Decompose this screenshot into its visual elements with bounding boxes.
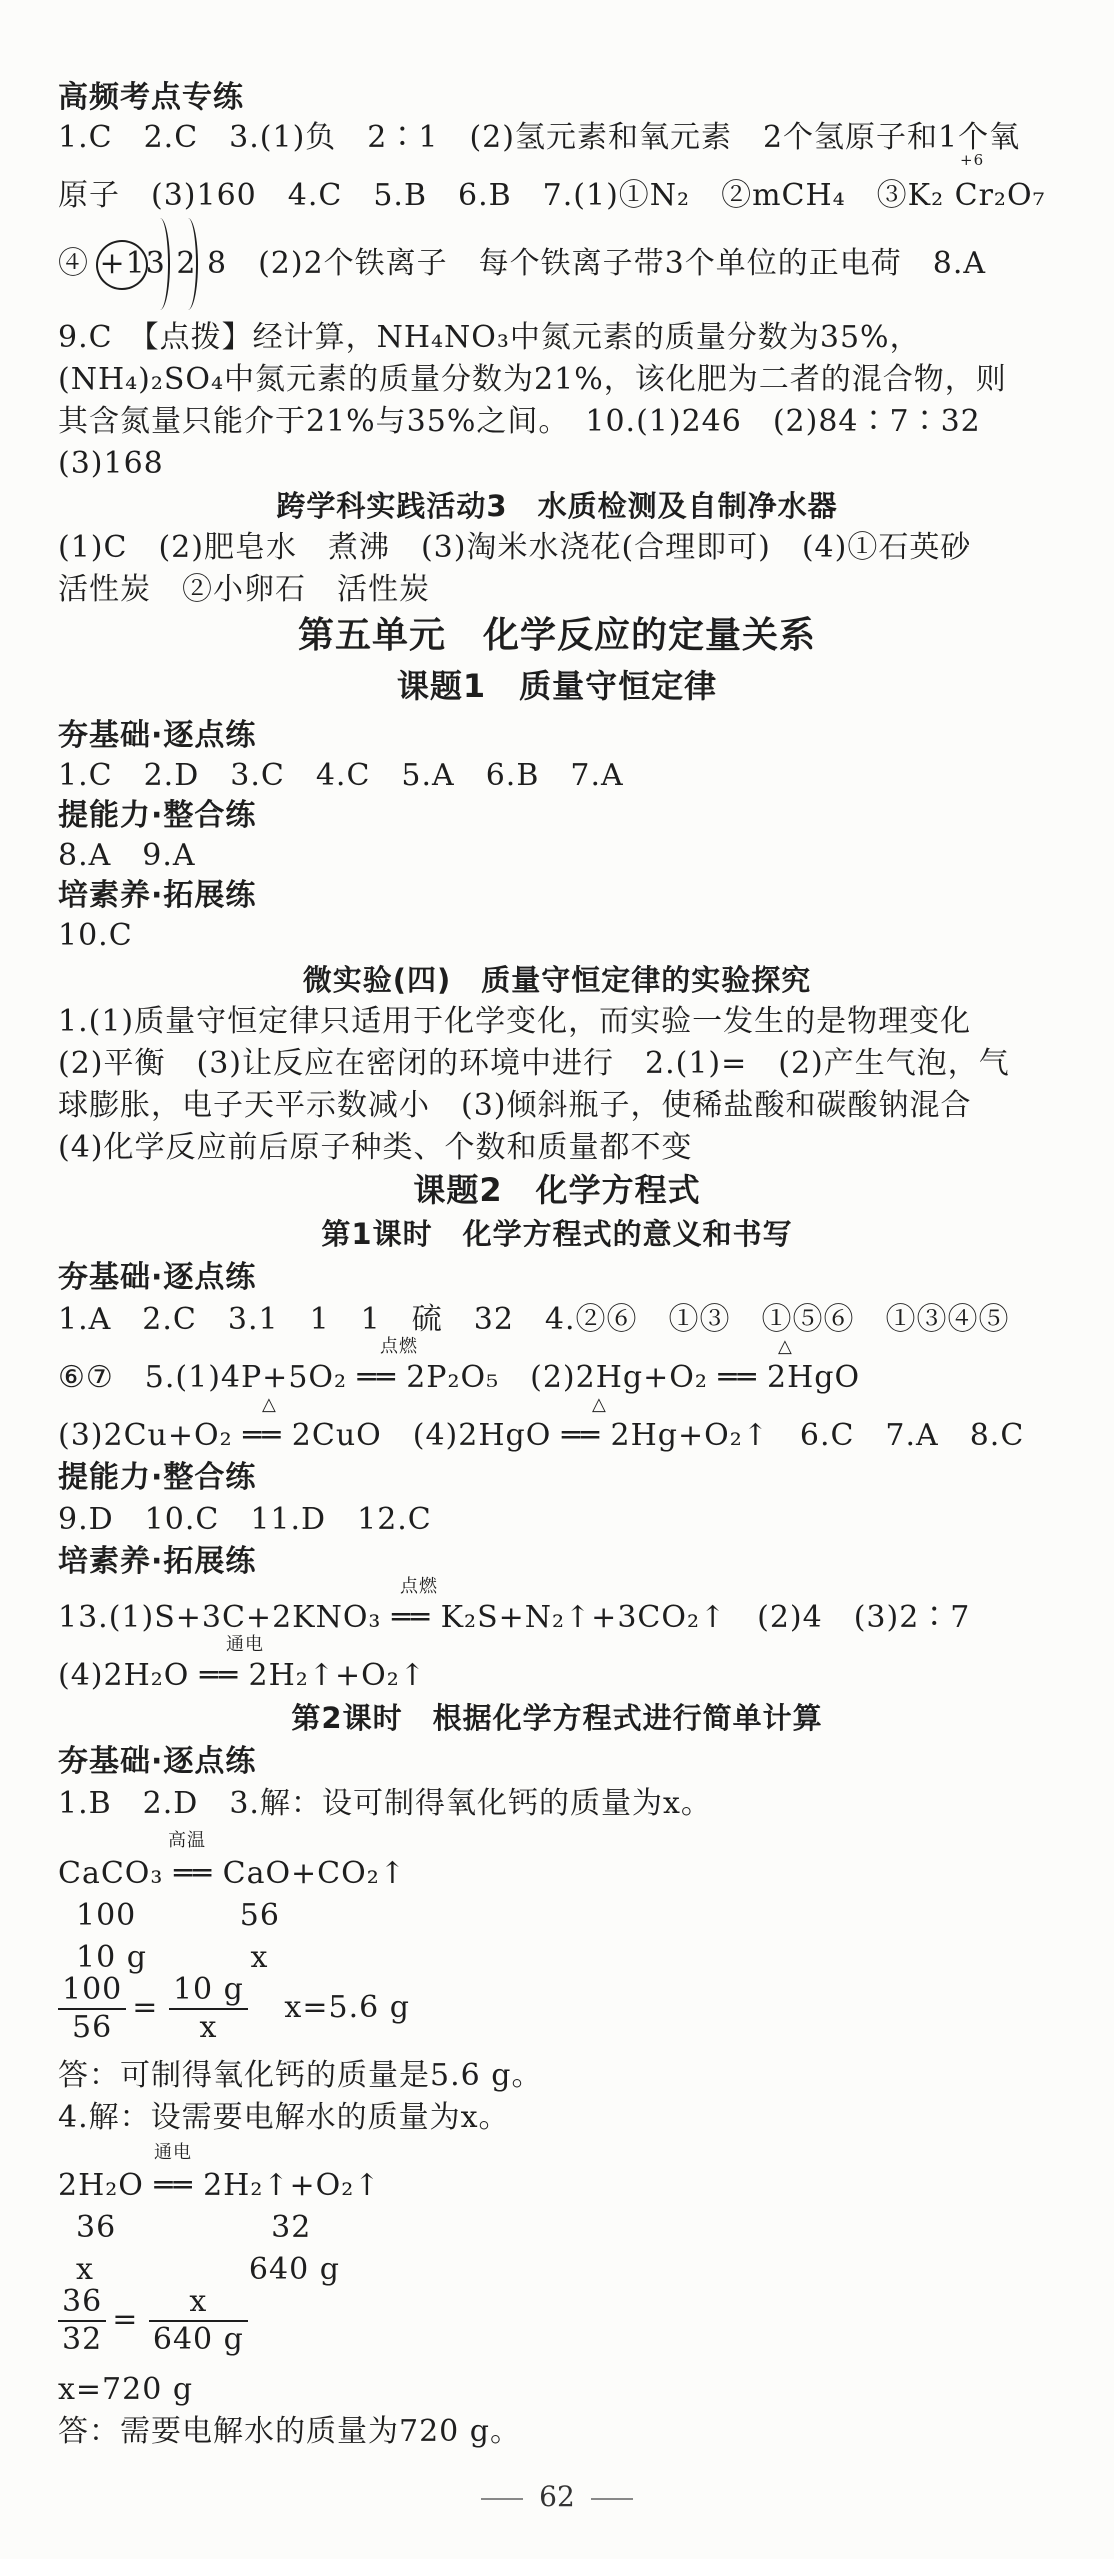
calc-line: 100 56: [76, 1898, 280, 1933]
dash-right: [591, 2498, 633, 2500]
answer-line: 答：可制得氧化钙的质量是5.6 g。: [58, 2058, 543, 2093]
fraction: [58, 2284, 106, 2358]
answer-line: (3)168: [58, 446, 164, 481]
experiment-heading: 微实验(四) 质量守恒定律的实验探究: [302, 963, 812, 997]
reaction-condition: △: [778, 1336, 793, 1357]
equation-line: 2H₂O ══ 2H₂↑+O₂↑: [58, 2168, 381, 2203]
equation-line: 13.(1)S+3C+2KNO₃ ══ K₂S+N₂↑+3CO₂↑ (2)4 (3)2∶7: [58, 1600, 971, 1635]
equation-line: CaCO₃ ══ CaO+CO₂↑: [58, 1856, 406, 1891]
answer-line: 球膨胀，电子天平示数减小 (3)倾斜瓶子，使稀盐酸和碳酸钠混合: [58, 1088, 972, 1123]
answer-line: (NH₄)₂SO₄中氮元素的质量分数为21%，该化肥为二者的混合物，则: [58, 362, 1007, 397]
activity-heading: 跨学科实践活动3 水质检测及自制净水器: [276, 489, 838, 523]
calc-line: 36 32: [76, 2210, 312, 2245]
page-number-text: 62: [539, 2480, 575, 2513]
answer-line: 9.D 10.C 11.D 12.C: [58, 1502, 432, 1537]
electron-shell-arc: [178, 218, 198, 310]
equation-line: ⑥⑦ 5.(1)4P+5O₂ ══ 2P₂O₅ (2)2Hg+O₂ ══ 2HgO: [58, 1360, 861, 1395]
equation-line: (3)2Cu+O₂ ══ 2CuO (4)2HgO ══ 2Hg+O₂↑ 6.C 7.A 8.C: [58, 1418, 1025, 1453]
answer-line: (4)化学反应前后原子种类、个数和质量都不变: [58, 1130, 693, 1165]
reaction-condition: 通电: [154, 2142, 192, 2163]
fraction: [169, 1972, 248, 2046]
answer-line: x=720 g: [58, 2372, 194, 2407]
denominator: 640 g: [152, 2322, 244, 2357]
answer-line: 1.(1)质量守恒定律只适用于化学变化，而实验一发生的是物理变化: [58, 1004, 972, 1039]
valence-mark: +6: [960, 151, 985, 169]
answer-line: 1.A 2.C 3.1 1 1 硫 32 4.②⑥ ①③ ①⑤⑥ ①③④⑤: [58, 1302, 1010, 1337]
answer-line: ④ +13 2 8 (2)2个铁离子 每个铁离子带3个单位的正电荷 8.A: [58, 246, 987, 281]
exercise-heading: 夯基础·逐点练: [58, 1744, 257, 1779]
answer-line: (1)C (2)肥皂水 煮沸 (3)淘米水浇花(合理即可) (4)①石英砂: [58, 530, 972, 565]
equation-line: (4)2H₂O ══ 2H₂↑+O₂↑: [58, 1658, 426, 1693]
reaction-condition: 通电: [226, 1634, 264, 1655]
answer-line: 8.A 9.A: [58, 838, 196, 873]
answer-line: 1.B 2.D 3.解：设可制得氧化钙的质量为x。: [58, 1786, 712, 1821]
reaction-condition: △: [262, 1394, 277, 1415]
answer-line: 9.C 【点拨】经计算，NH₄NO₃中氮元素的质量分数为35%，: [58, 320, 921, 355]
calc-line: 10 g x: [76, 1940, 269, 1975]
numerator: x: [149, 2284, 248, 2322]
numerator: 100: [58, 1972, 126, 2010]
section-heading: 高频考点专练: [58, 80, 244, 115]
numerator: 10 g: [169, 1972, 248, 2010]
answer-line: 原子 (3)160 4.C 5.B 6.B 7.(1)①N₂ ②mCH₄ ③K₂ Cr₂O₇: [58, 178, 1046, 213]
reaction-condition: △: [592, 1394, 607, 1415]
electron-shell-arc: [150, 218, 170, 310]
page-number: [0, 2480, 1114, 2513]
calc-line: x 640 g: [76, 2252, 340, 2287]
denominator: 56: [72, 2010, 113, 2045]
fraction: [149, 2284, 248, 2358]
answer-line: 答：需要电解水的质量为720 g。: [58, 2414, 522, 2449]
exercise-heading: 培素养·拓展练: [58, 878, 257, 913]
lesson-title: 第1课时 化学方程式的意义和书写: [321, 1217, 793, 1251]
fraction: [58, 1972, 126, 2046]
topic-title: 课题1 质量守恒定律: [396, 667, 718, 705]
exercise-heading: 夯基础·逐点练: [58, 1260, 257, 1295]
proportion-line: $\frac{100}{56}$ = $\frac{10 g}{x}$ x=5.6 g: [58, 1972, 1074, 2052]
unit-title: 第五单元 化学反应的定量关系: [297, 615, 816, 656]
result: x=5.6 g: [284, 1990, 410, 2025]
exercise-heading: 提能力·整合练: [58, 1460, 257, 1495]
answer-line: 10.C: [58, 918, 133, 953]
proportion-line: $\frac{36}{32}$ = $\frac{x}{640 g}$: [58, 2284, 1074, 2364]
answer-line: 活性炭 ②小卵石 活性炭: [58, 572, 430, 607]
answer-line: 其含氮量只能介于21%与35%之间。 10.(1)246 (2)84∶7∶32: [58, 404, 981, 439]
reaction-condition: 高温: [168, 1830, 206, 1851]
dash-left: [481, 2498, 523, 2500]
exercise-heading: 夯基础·逐点练: [58, 718, 257, 753]
exercise-heading: 培素养·拓展练: [58, 1544, 257, 1579]
denominator: x: [199, 2010, 218, 2045]
denominator: 32: [62, 2322, 103, 2357]
reaction-condition: 点燃: [400, 1576, 438, 1597]
answer-line: 4.解：设需要电解水的质量为x。: [58, 2100, 510, 2135]
exercise-heading: 提能力·整合练: [58, 798, 257, 833]
lesson-title: 第2课时 根据化学方程式进行简单计算: [291, 1701, 823, 1735]
reaction-condition: 点燃: [380, 1336, 418, 1357]
answer-line: 1.C 2.C 3.(1)负 2∶1 (2)氢元素和氧元素 2个氢原子和1个氧: [58, 120, 1021, 155]
answer-line: (2)平衡 (3)让反应在密闭的环境中进行 2.(1)= (2)产生气泡，气: [58, 1046, 1010, 1081]
answer-line: 1.C 2.D 3.C 4.C 5.A 6.B 7.A: [58, 758, 624, 793]
nucleus-circle: [96, 240, 148, 290]
topic-title: 课题2 化学方程式: [413, 1171, 701, 1209]
numerator: 36: [58, 2284, 106, 2322]
